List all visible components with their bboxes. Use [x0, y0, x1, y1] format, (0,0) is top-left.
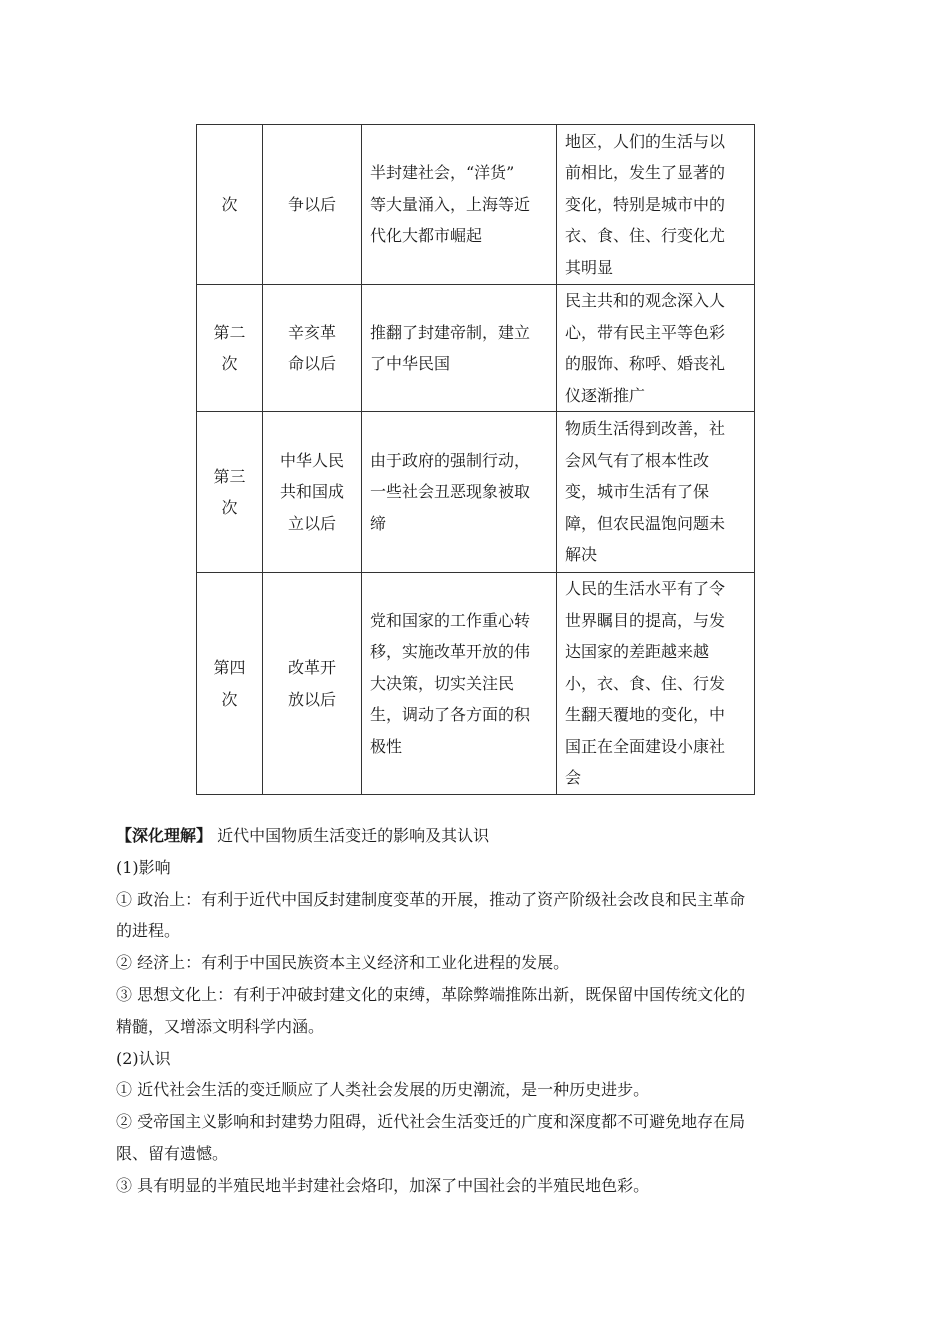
table-cell-era: 中华人民 共和国成 立以后 [263, 412, 362, 573]
paragraph: ③ 具有明显的半殖民地半封建社会烙印，加深了中国社会的半殖民地色彩。 [116, 1175, 650, 1195]
paragraph: ② 经济上：有利于中国民族资本主义经济和工业化进程的发展。 [116, 953, 570, 973]
heading-text: 近代中国物质生活变迁的影响及其认识 [217, 826, 490, 845]
section-heading [116, 820, 816, 852]
notes-section [116, 820, 816, 1202]
table-cell-period: 第二 次 [197, 285, 263, 412]
history-table [196, 124, 755, 795]
subsection-title: (1)影响 [116, 857, 171, 877]
paragraph: ② 受帝国主义影响和封建势力阻碍，近代社会生活变迁的广度和深度都不可避免地存在局 [116, 1112, 746, 1132]
table-cell-era: 改革开 放以后 [263, 573, 362, 795]
paragraph: 限、留有遗憾。 [116, 1143, 229, 1163]
table-cell-era: 争以后 [263, 125, 362, 285]
heading-tag: 【深化理解】 [116, 826, 213, 845]
paragraph: ① 近代社会生活的变迁顺应了人类社会发展的历史潮流，是一种历史进步。 [116, 1080, 650, 1100]
table-cell-background: 党和国家的工作重心转 移，实施改革开放的伟 大决策，切实关注民 生，调动了各方面的积 极性 [362, 573, 557, 795]
table-cell-era: 辛亥革 命以后 [263, 285, 362, 412]
table-row [197, 125, 755, 285]
paragraph: ③ 思想文化上：有利于冲破封建文化的束缚，革除弊端推陈出新，既保留中国传统文化的 [116, 984, 746, 1004]
paragraph: 的进程。 [116, 921, 181, 941]
paragraph: 精髓，又增添文明科学内涵。 [116, 1016, 325, 1036]
table-cell-change: 物质生活得到改善，社 会风气有了根本性改 变，城市生活有了保 障，但农民温饱问题未 解决 [557, 412, 755, 573]
table-cell-period: 次 [197, 125, 263, 285]
subsection-title: (2)认识 [116, 1048, 171, 1068]
paragraph: ① 政治上：有利于近代中国反封建制度变革的开展，推动了资产阶级社会改良和民主革命 [116, 889, 746, 909]
table-cell-change: 地区，人们的生活与以 前相比，发生了显著的 变化，特别是城市中的 衣、食、住、行变化尤 其明显 [557, 125, 755, 285]
table-cell-background: 由于政府的强制行动， 一些社会丑恶现象被取 缔 [362, 412, 557, 573]
table-row [197, 573, 755, 795]
table-cell-period: 第四 次 [197, 573, 263, 795]
table-cell-change: 人民的生活水平有了令 世界瞩目的提高，与发 达国家的差距越来越 小，衣、食、住、行发 生翻天覆地的变化，中 国正在全面建设小康社 会 [557, 573, 755, 795]
table-row [197, 412, 755, 573]
table-row [197, 285, 755, 412]
table-cell-period: 第三 次 [197, 412, 263, 573]
table-cell-change: 民主共和的观念深入人 心，带有民主平等色彩 的服饰、称呼、婚丧礼 仪逐渐推广 [557, 285, 755, 412]
table-cell-background: 推翻了封建帝制，建立 了中华民国 [362, 285, 557, 412]
table-cell-background: 半封建社会，“洋货” 等大量涌入，上海等近 代化大都市崛起 [362, 125, 557, 285]
